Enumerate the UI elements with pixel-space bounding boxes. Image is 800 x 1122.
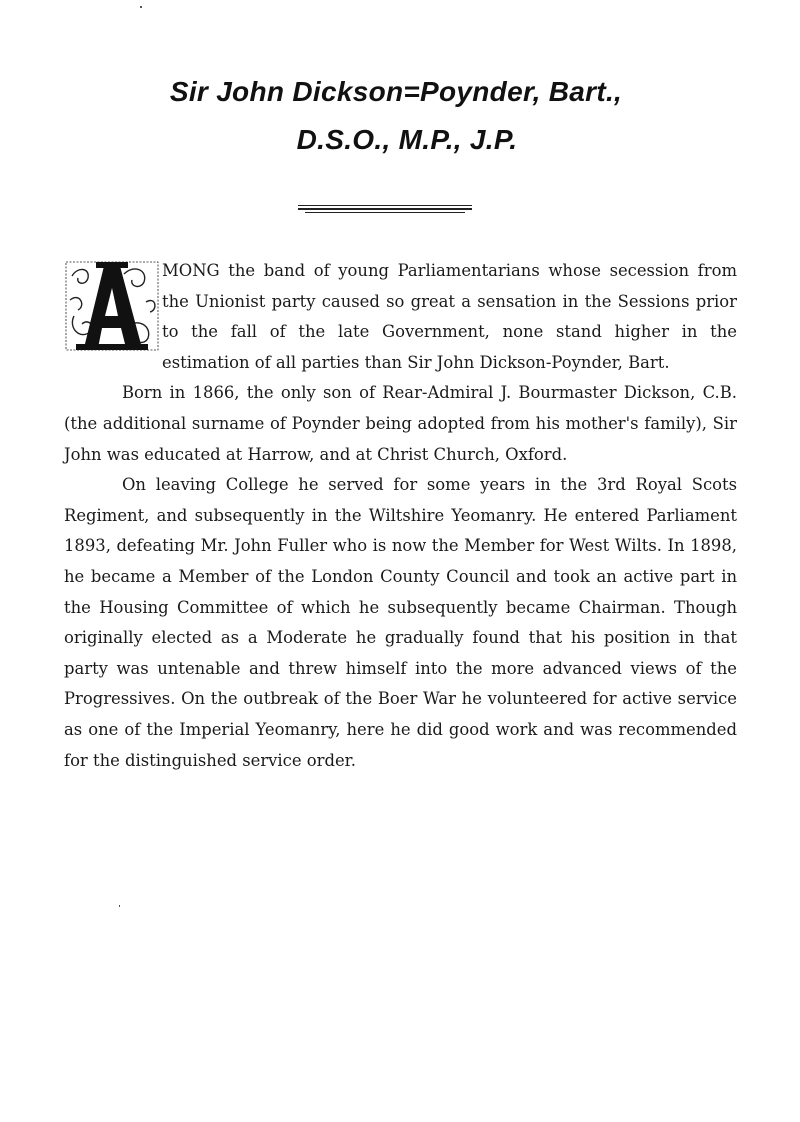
paper-speck <box>119 905 120 907</box>
paragraph-1-text: MONG the band of young Parliamentarians whose secession from the Unionist party caused so great a sensation in the Sessions prior to the fall of the late Government, none stand higher in the estimation of all parties than Sir John Dickson-Poynder, Bart. <box>162 261 737 372</box>
title-rule-bottom <box>305 212 465 213</box>
article-body <box>64 256 737 776</box>
title-line-1: Sir John Dickson=Poynder, Bart., <box>169 76 623 107</box>
paragraph-3: On leaving College he served for some years in the 3rd Royal Scots Regiment, and subsequently in the Wiltshire Yeomanry. He entered Parliament 1893, defeating Mr. John Fuller who is now the Member for West Wilts. In 1898, he became a Member of the London County Council and took an active part in the Housing Committee of which he subsequently became Chairman. Though originally elected as a Moderate he gradually found that his position in that party was untenable and threw himself into the more advanced views of the Progressives. On the outbreak of the Boer War he volunteered for active service as one of the Imperial Yeomanry, here he did good work and was recommended for the distinguished service order. <box>64 475 737 770</box>
title-rule-middle <box>298 208 472 210</box>
title-rule-top <box>298 205 472 206</box>
paper-speck <box>140 6 142 8</box>
ornamental-drop-cap-a <box>64 256 160 354</box>
title-line-2: D.S.O., M.P., J.P. <box>296 124 518 155</box>
paragraph-2: Born in 1866, the only son of Rear-Admiral J. Bourmaster Dickson, C.B. (the additional surname of Poynder being adopted from his mother's family), Sir John was educated at Harrow, and at Christ Church, Oxford. <box>64 383 737 464</box>
drop-cap-letter: A <box>112 316 113 317</box>
paragraph-1 <box>64 256 737 378</box>
